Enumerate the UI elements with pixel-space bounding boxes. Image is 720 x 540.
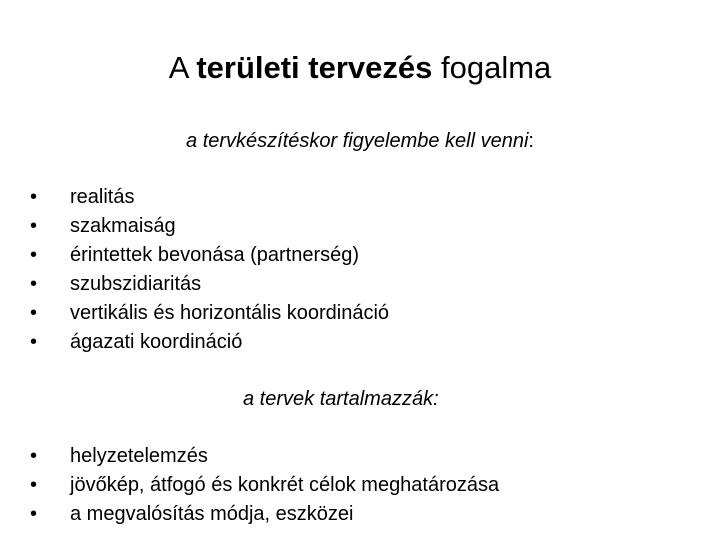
list-item-text: jövőkép, átfogó és konkrét célok meghatározása — [70, 474, 500, 496]
list-item-text: szubszidiaritás — [70, 273, 202, 295]
list-item — [30, 241, 389, 270]
list-item — [30, 442, 499, 471]
bullet-icon: • — [30, 474, 38, 496]
list-item-text: ágazati koordináció — [70, 331, 243, 353]
bullet-icon: • — [30, 215, 38, 237]
bullet-icon: • — [30, 244, 38, 266]
list-item — [30, 328, 389, 357]
slide-title — [0, 46, 720, 90]
list-item — [30, 500, 499, 529]
section2-list — [30, 442, 499, 529]
list-item-text: vertikális és horizontális koordináció — [70, 302, 390, 324]
bullet-icon: • — [30, 331, 38, 353]
title-prefix: A — [168, 50, 197, 85]
bullet-icon: • — [30, 503, 38, 525]
section1-heading-text: a tervkészítéskor figyelembe kell venni — [186, 130, 529, 152]
list-item-text: a megvalósítás módja, eszközei — [70, 503, 354, 525]
title-bold: területi tervezés — [196, 50, 433, 85]
list-item-text: helyzetelemzés — [70, 445, 208, 467]
bullet-icon: • — [30, 186, 38, 208]
section1-heading-colon: : — [528, 130, 534, 152]
section2-heading: a tervek tartalmazzák: — [243, 388, 439, 410]
list-item-text: realitás — [70, 186, 135, 208]
list-item-text: érintettek bevonása (partnerség) — [70, 244, 360, 266]
list-item — [30, 212, 389, 241]
bullet-icon: • — [30, 445, 38, 467]
list-item — [30, 471, 499, 500]
bullet-icon: • — [30, 273, 38, 295]
title-suffix: fogalma — [432, 50, 552, 85]
list-item — [30, 299, 389, 328]
list-item-text: szakmaiság — [70, 215, 176, 237]
list-item — [30, 183, 389, 212]
bullet-icon: • — [30, 302, 38, 324]
list-item — [30, 270, 389, 299]
section1-list — [30, 183, 389, 357]
section1-heading — [0, 127, 720, 155]
